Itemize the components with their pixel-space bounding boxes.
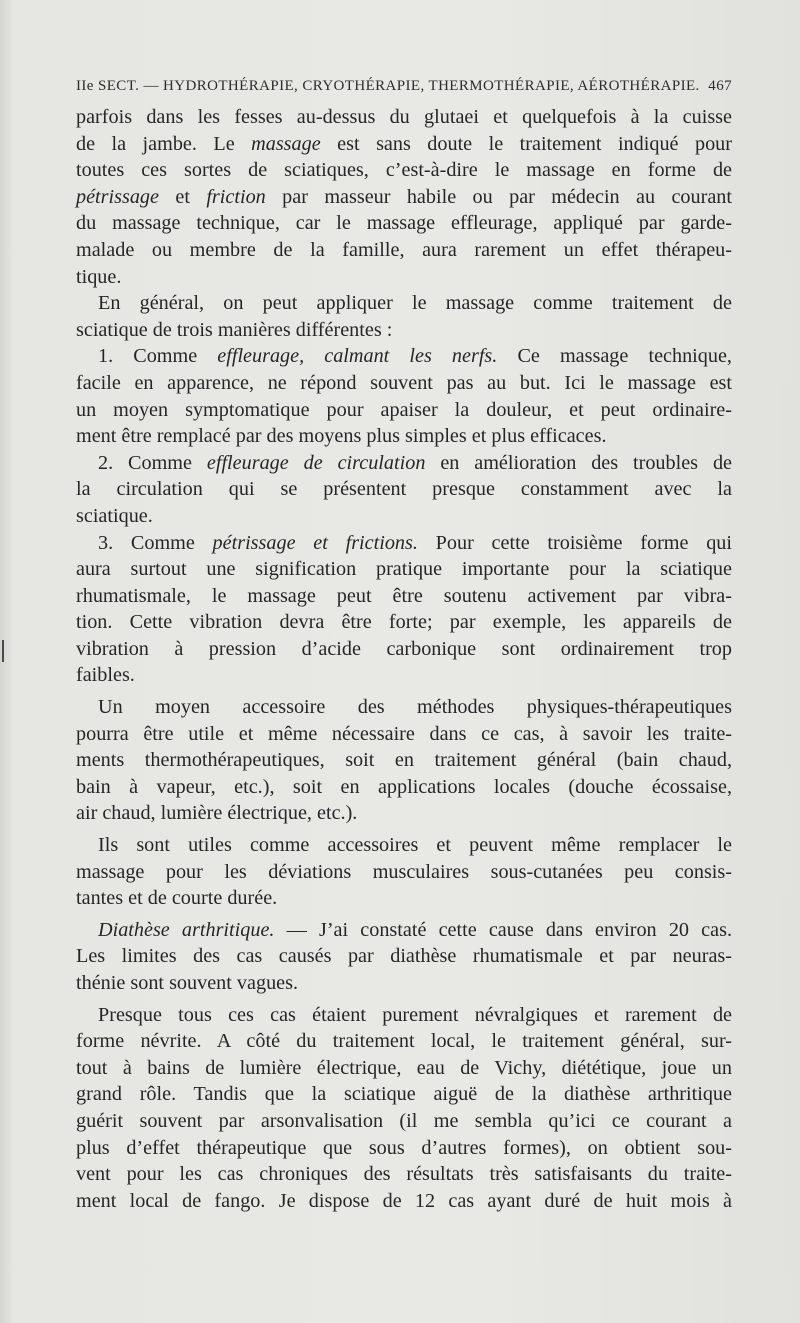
text-line: malade ou membre de la famille, aura rarement un effet thérapeu- [76, 238, 732, 261]
text-line: Presque tous ces cas étaient purement névralgiques et rarement de [98, 1003, 732, 1026]
text-line: 3. Comme pétrissage et frictions. Pour cette troisième forme qui [98, 531, 732, 554]
page-content [76, 78, 732, 1214]
text-line: facile en apparence, ne répond souvent pas au but. Ici le massage est [76, 371, 732, 394]
text-line: toutes ces sortes de sciatiques, c’est-à-dire le massage en forme de [76, 159, 732, 182]
text-line: bain à vapeur, etc.), soit en applications locales (douche écossaise, [76, 775, 732, 798]
text-line: pétrissage et friction par masseur habile ou par médecin au courant [76, 185, 732, 208]
italic-term: massage [251, 132, 321, 155]
paragraph-9 [76, 1002, 732, 1215]
list-item-1 [76, 343, 732, 449]
text-line: forme névrite. A côté du traitement local, le traitement général, sur- [76, 1030, 732, 1053]
text-line: un moyen symptomatique pour apaiser la douleur, et peut ordinaire- [76, 398, 732, 421]
section-heading: Diathèse arthritique. [98, 918, 275, 941]
list-item-3 [76, 530, 732, 690]
text-line: En général, on peut appliquer le massage comme traitement de [98, 292, 732, 315]
text-line: ment être remplacé par des moyens plus simples et plus efficaces. [76, 425, 607, 448]
paragraph-1 [76, 104, 732, 290]
text-line: Les limites des cas causés par diathèse rhumatismale et par neuras- [76, 945, 732, 968]
text-line: tantes et de courte durée. [76, 887, 278, 910]
italic-term: friction [206, 185, 266, 208]
text-line: aura surtout une signification pratique importante pour la sciatique [76, 558, 732, 581]
paragraph-7 [76, 832, 732, 912]
page-edge-mark [2, 640, 4, 662]
italic-term: pétrissage et frictions. [212, 531, 418, 554]
text-line: plus d’effet thérapeutique que sous d’autres formes), on obtient sou- [76, 1136, 732, 1159]
italic-term: pétrissage [76, 185, 159, 208]
text-line: de la jambe. Le massage est sans doute le traitement indiqué pour [76, 132, 732, 155]
page-number: 467 [708, 78, 732, 94]
text-line: sciatique. [76, 504, 153, 527]
text-line: tion. Cette vibration devra être forte; par exemple, les appareils de [76, 611, 732, 634]
text-line: thénie sont souvent vagues. [76, 972, 299, 994]
text-line: Un moyen accessoire des méthodes physiques-thérapeutiques [98, 696, 732, 719]
paragraph-8 [76, 917, 732, 997]
text-line: vent pour les cas chroniques des résultats très satisfaisants du traite- [76, 1163, 732, 1186]
text-line: parfois dans les fesses au-dessus du glutaei et quelquefois à la cuisse [76, 106, 732, 128]
running-header [76, 78, 732, 100]
text-line: massage pour les déviations musculaires sous-cutanées peu consis- [76, 860, 732, 883]
text-line: tique. [76, 265, 122, 288]
text-line: pourra être utile et même nécessaire dans ce cas, à savoir les traite- [76, 722, 732, 745]
text-line: sciatique de trois manières différentes : [76, 318, 393, 341]
italic-term: effleurage, calmant les nerfs. [217, 345, 498, 368]
text-line: 2. Comme effleurage de circulation en amélioration des troubles de [98, 451, 732, 474]
list-item-2 [76, 450, 732, 530]
text-line: Diathèse arthritique. — J’ai constaté cette cause dans environ 20 cas. [98, 918, 732, 941]
text-line: ment local de fango. Je dispose de 12 cas ayant duré de huit mois à [76, 1189, 732, 1212]
text-line: tout à bains de lumière électrique, eau de Vichy, diététique, joue un [76, 1056, 732, 1079]
section-title: IIe SECT. — HYDROTHÉRAPIE, CRYOTHÉRAPIE, THERMOTHÉRAPIE, AÉROTHÉRAPIE. [76, 78, 700, 94]
text-line: rhumatismale, le massage peut être soutenu activement par vibra- [76, 584, 732, 607]
text-line: vibration à pression d’acide carbonique sont ordinairement trop [76, 637, 732, 660]
text-line: 1. Comme effleurage, calmant les nerfs. Ce massage technique, [98, 345, 732, 368]
paragraph-2 [76, 290, 732, 343]
text-line: air chaud, lumière électrique, etc.). [76, 802, 358, 825]
text-line: guérit souvent par arsonvalisation (il me sembla qu’ici ce courant a [76, 1109, 732, 1132]
text-line: la circulation qui se présentent presque constamment avec la [76, 478, 732, 501]
italic-term: effleurage de circulation [206, 451, 426, 474]
text-line: grand rôle. Tandis que la sciatique aiguë de la diathèse arthritique [76, 1083, 732, 1106]
text-line: du massage technique, car le massage effleurage, appliqué par garde- [76, 212, 732, 235]
text-line: ments thermothérapeutiques, soit en traitement général (bain chaud, [76, 749, 732, 772]
text-line: faibles. [76, 664, 135, 687]
paragraph-6 [76, 694, 732, 827]
text-line: Ils sont utiles comme accessoires et peuvent même remplacer le [98, 834, 732, 857]
